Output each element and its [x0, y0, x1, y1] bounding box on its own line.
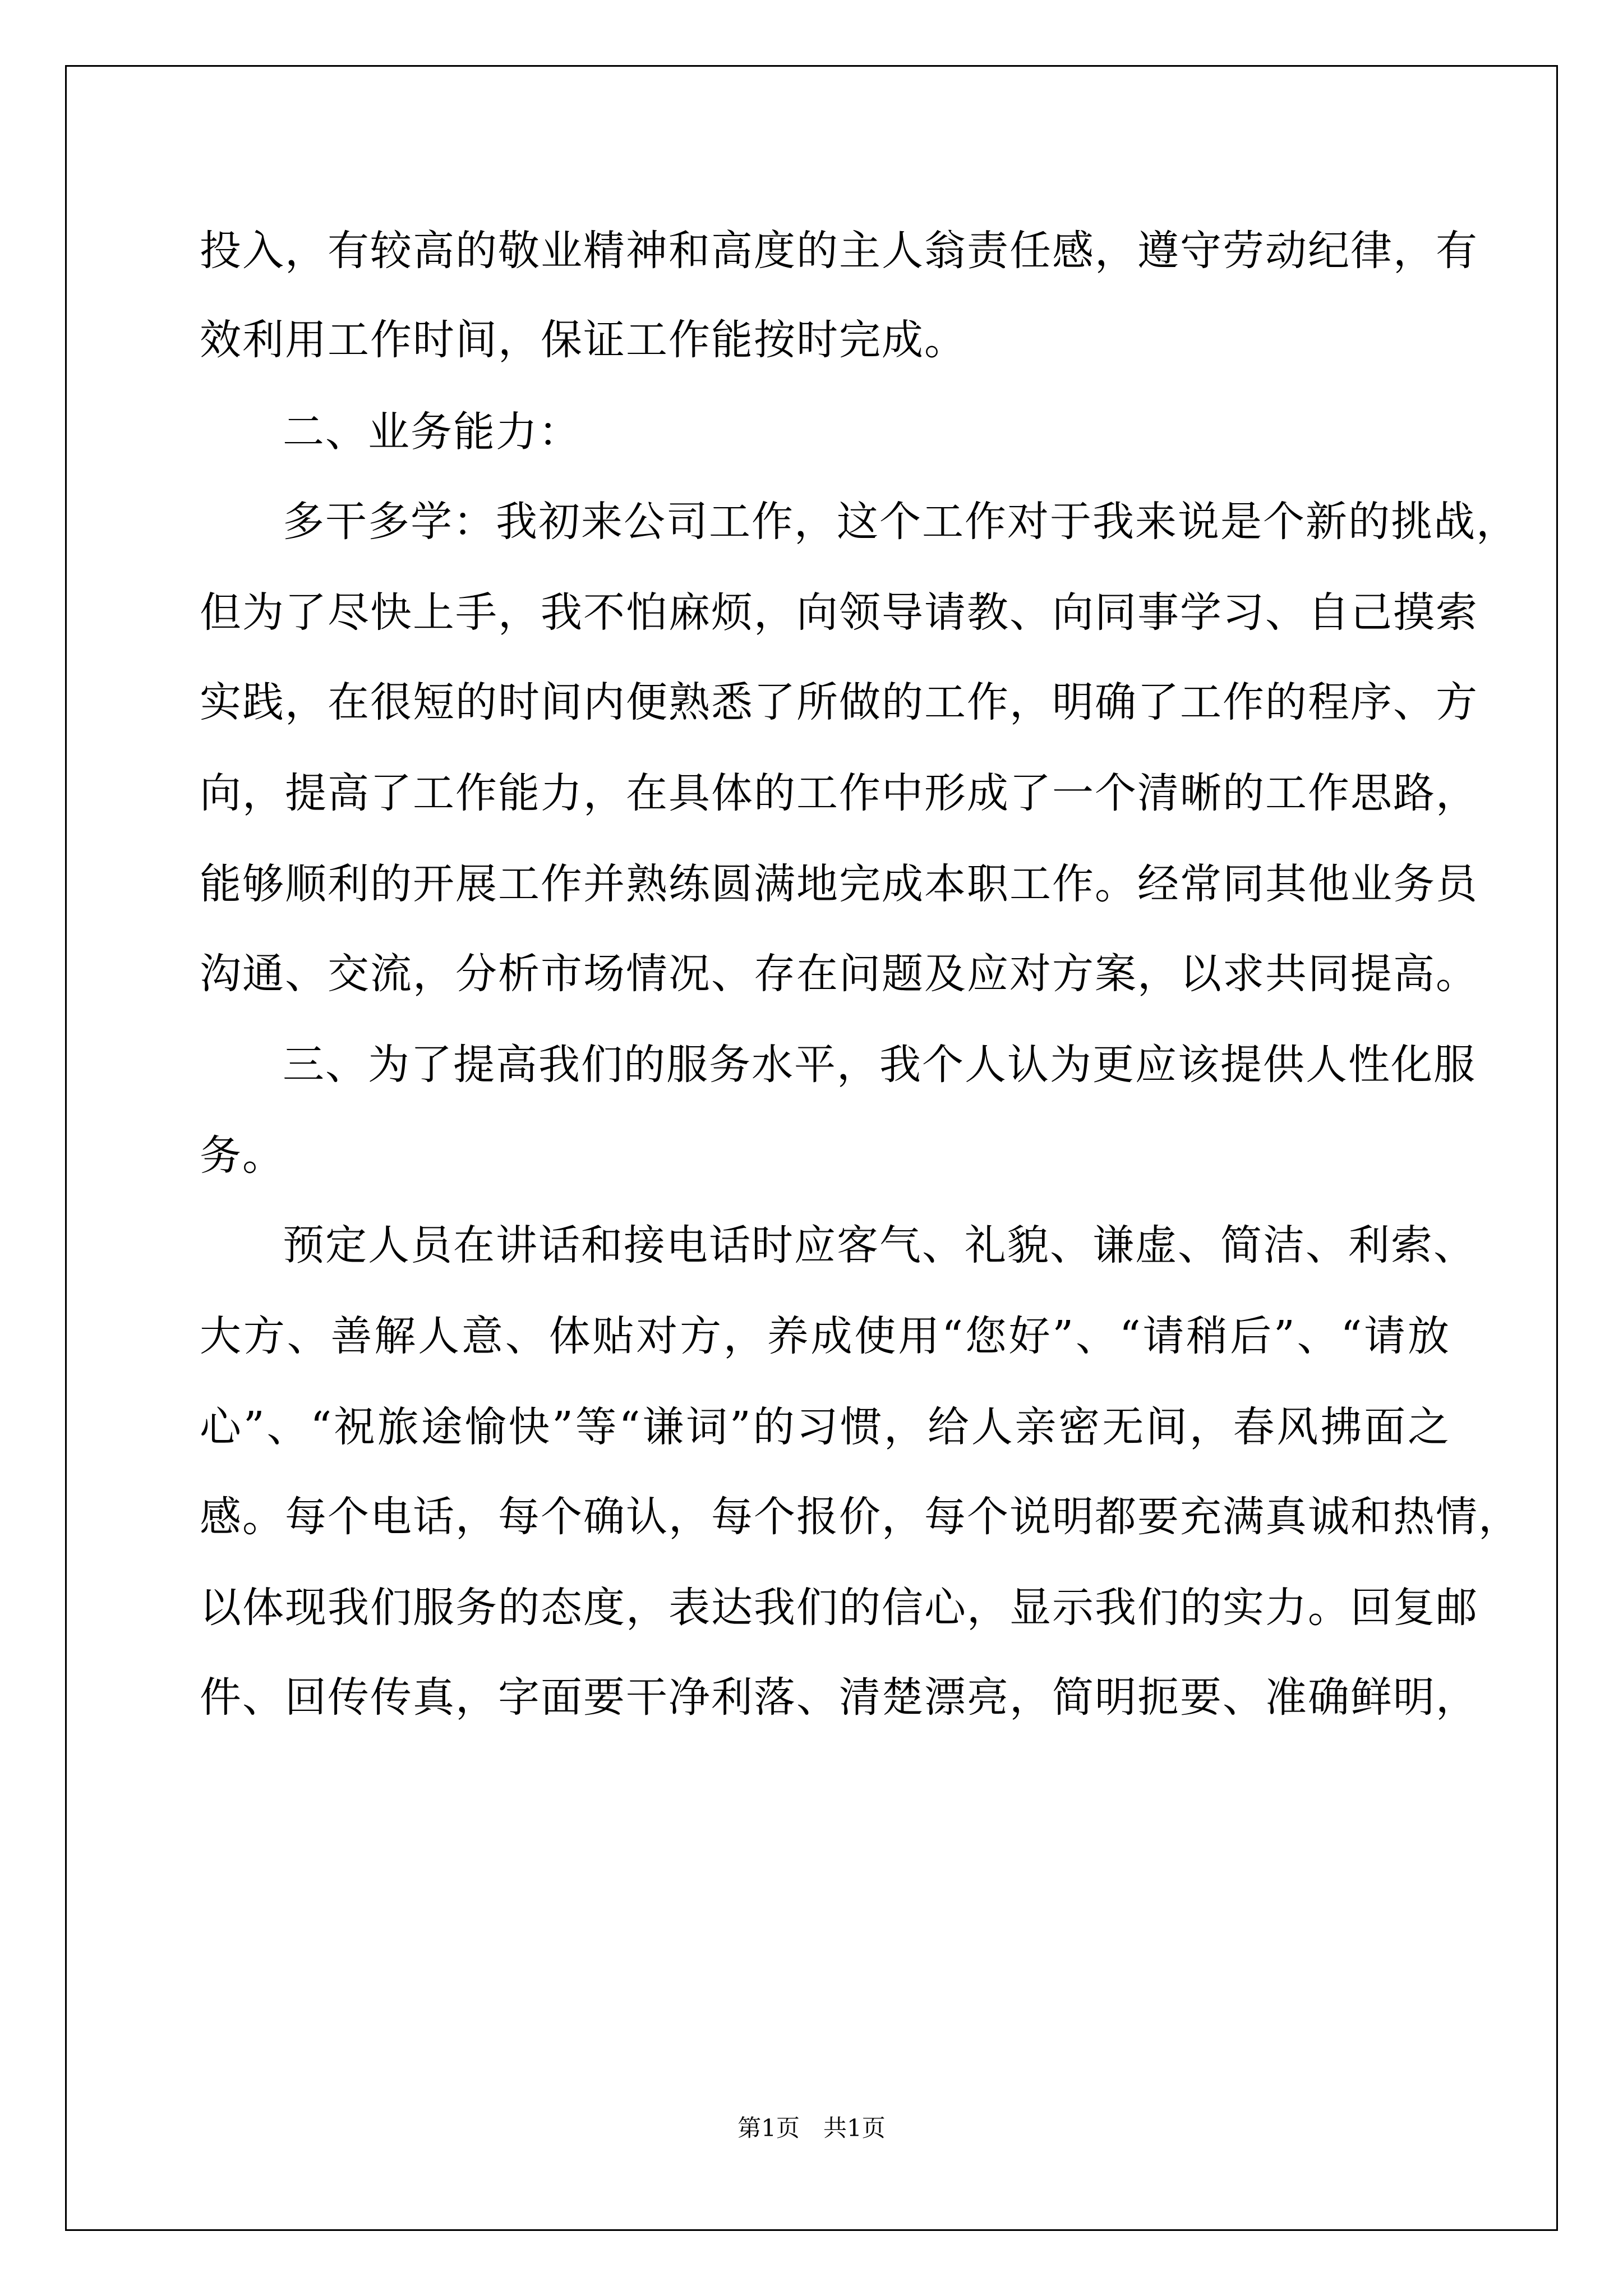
text-line: 大方、善解人意、体贴对方，养成使用“您好”、“请稍后”、“请放	[200, 1312, 1450, 1360]
text-line: 务。	[200, 1131, 285, 1180]
page-number-footer: 第1页 共1页	[737, 2114, 886, 2142]
text-line: 心”、“祝旅途愉快”等“谦词”的习惯，给人亲密无间，春风拂面之	[200, 1403, 1450, 1451]
text-line: 预定人员在讲话和接电话时应客气、礼貌、谦虚、简洁、利索、	[283, 1221, 1476, 1269]
text-line: 但为了尽快上手，我不怕麻烦，向领导请教、向同事学习、自己摸索	[200, 588, 1478, 637]
text-line: 实践，在很短的时间内便熟悉了所做的工作，明确了工作的程序、方	[200, 678, 1478, 726]
text-line: 多干多学：我初来公司工作，这个工作对于我来说是个新的挑战，	[283, 498, 1519, 546]
section-heading: 二、业务能力：	[283, 408, 581, 456]
text-line: 效利用工作时间，保证工作能按时完成。	[200, 316, 967, 364]
text-line: 感。每个电话，每个确认，每个报价，每个说明都要充满真诚和热情，	[200, 1493, 1521, 1541]
text-line: 能够顺利的开展工作并熟练圆满地完成本职工作。经常同其他业务员	[200, 860, 1478, 908]
text-line: 以体现我们服务的态度，表达我们的信心，显示我们的实力。回复邮	[200, 1584, 1478, 1632]
text-line: 向，提高了工作能力，在具体的工作中形成了一个清晰的工作思路，	[200, 769, 1478, 817]
text-line: 投入，有较高的敬业精神和高度的主人翁责任感，遵守劳动纪律，有	[200, 227, 1478, 275]
section-heading: 三、为了提高我们的服务水平，我个人认为更应该提供人性化服	[283, 1041, 1476, 1089]
document-body	[200, 0, 1521, 2076]
text-line: 件、回传传真，字面要干净利落、清楚漂亮，简明扼要、准确鲜明，	[200, 1673, 1478, 1722]
text-line: 沟通、交流，分析市场情况、存在问题及应对方案，以求共同提高。	[200, 950, 1478, 998]
